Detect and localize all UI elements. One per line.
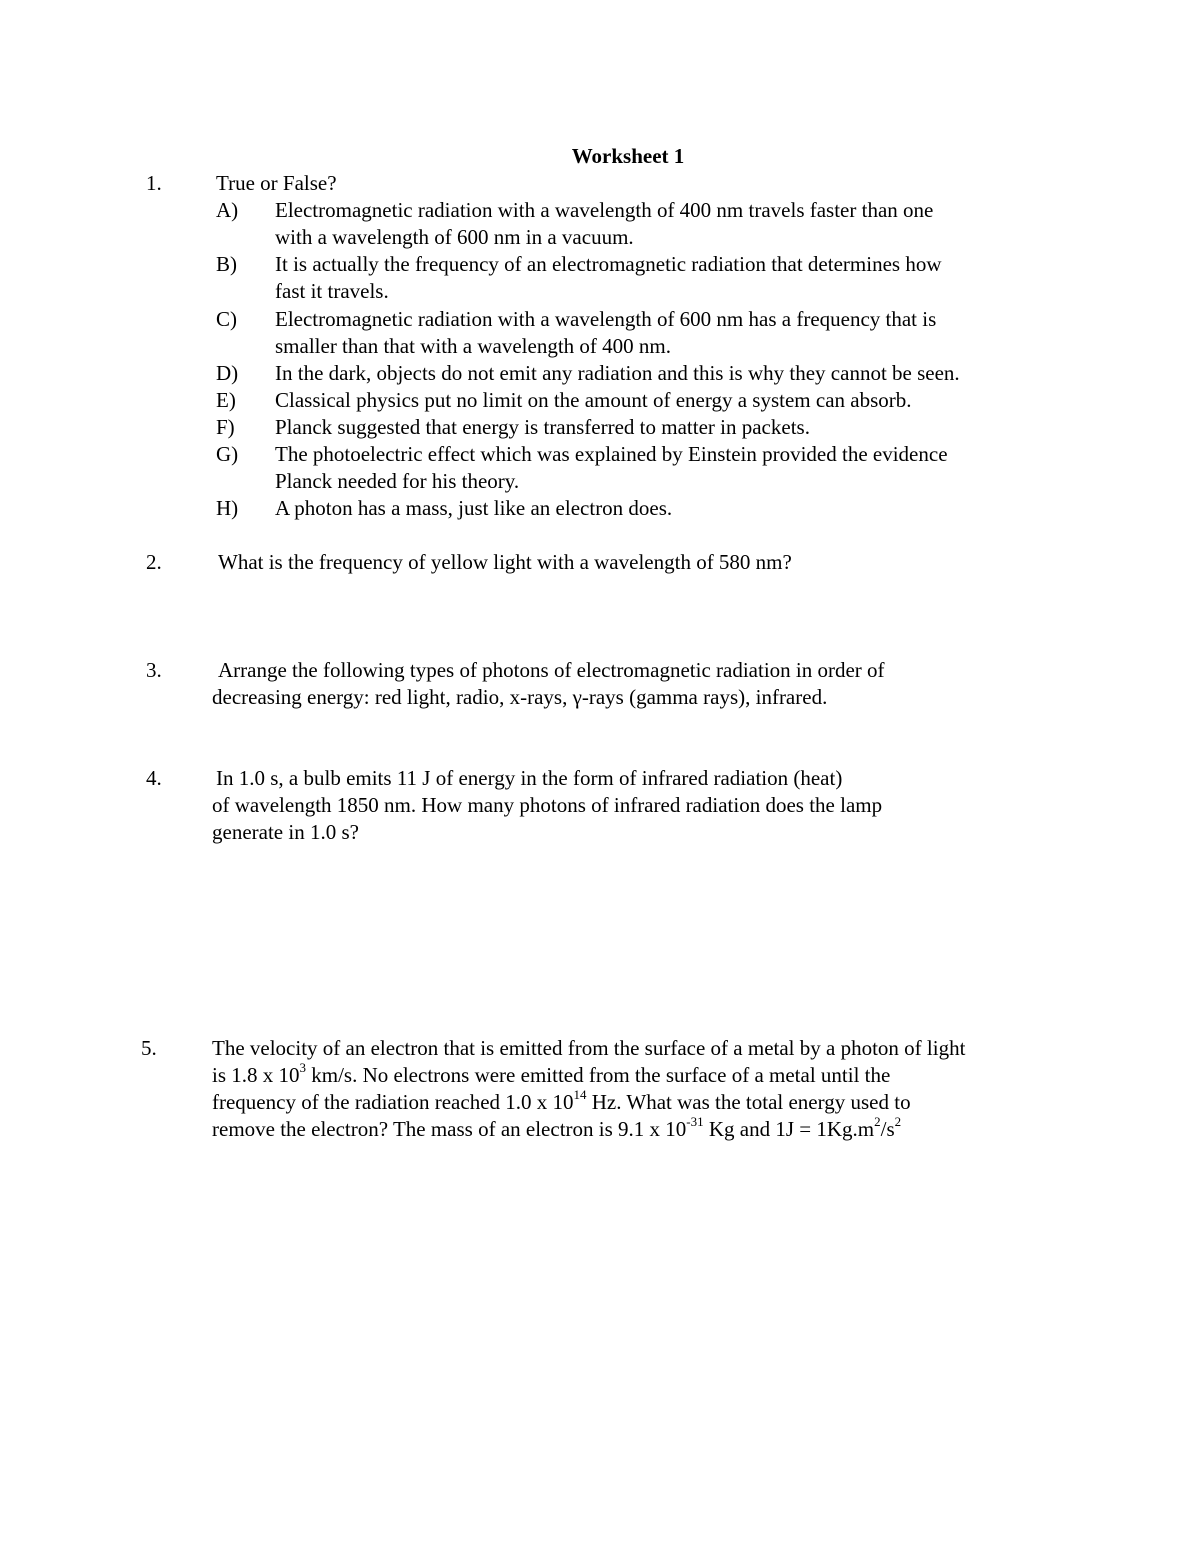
page-title: Worksheet 1 (571, 144, 685, 168)
text-segment: frequency of the radiation reached 1.0 x 10 (212, 1090, 574, 1114)
superscript: -31 (686, 1114, 704, 1129)
question-text: In 1.0 s, a bulb emits 11 J of energy in the form of infrared radiation (heat) (216, 766, 843, 790)
item-text: Electromagnetic radiation with a wavelength of 400 nm travels faster than one (275, 198, 934, 222)
question-text-continued (212, 1062, 890, 1089)
question-text: The velocity of an electron that is emitted from the surface of a metal by a photon of light (212, 1036, 966, 1060)
text-segment: km/s. No electrons were emitted from the surface of a metal until the (306, 1063, 891, 1087)
question-text-continued: of wavelength 1850 nm. How many photons of infrared radiation does the lamp (212, 793, 883, 817)
item-text-continued: smaller than that with a wavelength of 400 nm. (275, 334, 671, 358)
question-number: 3. (146, 658, 162, 682)
item-text-continued: with a wavelength of 600 nm in a vacuum. (275, 225, 634, 249)
item-letter: A) (216, 198, 239, 222)
item-letter: F) (216, 415, 235, 439)
text-segment: Kg and 1J = 1Kg.m (703, 1117, 875, 1141)
item-text: In the dark, objects do not emit any radiation and this is why they cannot be seen. (275, 361, 960, 385)
item-text: It is actually the frequency of an electromagnetic radiation that determines how (275, 252, 942, 276)
item-letter: B) (216, 252, 237, 276)
superscript: 2 (874, 1114, 881, 1129)
question-number: 1. (146, 171, 162, 195)
question-text-continued: generate in 1.0 s? (212, 820, 359, 844)
item-letter: D) (216, 361, 239, 385)
item-text-continued: Planck needed for his theory. (275, 469, 520, 493)
item-letter: E) (216, 388, 236, 412)
question-number: 2. (146, 550, 162, 574)
question-text: What is the frequency of yellow light with a wavelength of 580 nm? (218, 550, 792, 574)
text-segment: is 1.8 x 10 (212, 1063, 300, 1087)
item-text: Electromagnetic radiation with a wavelength of 600 nm has a frequency that is (275, 307, 937, 331)
superscript: 14 (573, 1087, 587, 1102)
item-text: A photon has a mass, just like an electron does. (275, 496, 673, 520)
text-segment: remove the electron? The mass of an electron is 9.1 x 10 (212, 1117, 687, 1141)
item-letter: G) (216, 442, 239, 466)
question-text-continued: decreasing energy: red light, radio, x-rays, γ-rays (gamma rays), infrared. (212, 685, 828, 709)
question-text-continued (212, 1089, 911, 1116)
superscript: 2 (894, 1114, 902, 1129)
text-segment: Hz. What was the total energy used to (586, 1090, 911, 1114)
item-text: Planck suggested that energy is transferred to matter in packets. (275, 415, 810, 439)
item-text: The photoelectric effect which was explained by Einstein provided the evidence (275, 442, 948, 466)
item-letter: H) (216, 496, 239, 520)
item-text-continued: fast it travels. (275, 279, 389, 303)
item-text: Classical physics put no limit on the amount of energy a system can absorb. (275, 388, 912, 412)
question-number: 5. (141, 1036, 157, 1060)
text-segment: /s (880, 1117, 895, 1141)
question-text: Arrange the following types of photons of electromagnetic radiation in order of (218, 658, 885, 682)
question-text-continued (212, 1116, 901, 1143)
question-prompt: True or False? (216, 171, 337, 195)
superscript: 3 (299, 1060, 307, 1075)
question-number: 4. (146, 766, 162, 790)
item-letter: C) (216, 307, 237, 331)
